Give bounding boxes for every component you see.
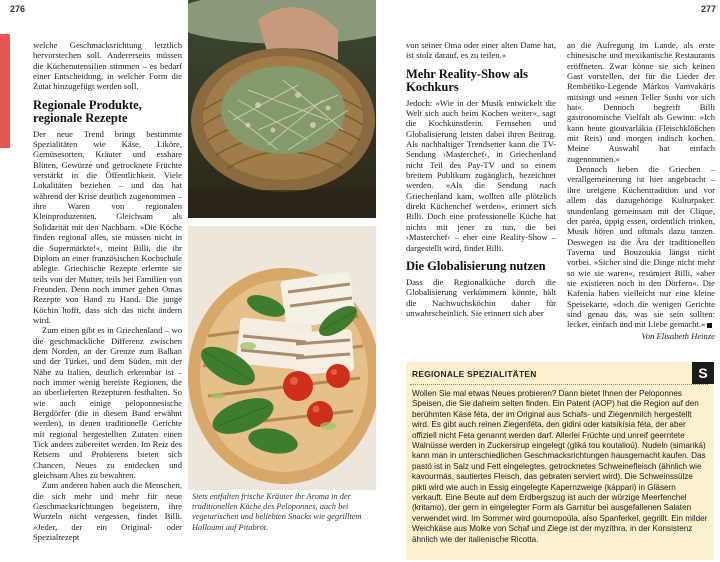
paragraph-text: Dennoch lieben die Griechen – verallgemeinerung ist hier angebracht – ihre ureigene Küchentradition und vor allem das dazugehörige Kulturpaket: stundenlang gemeinsam mit der Clique, der paréa, üppig essen, ordentlich trinken, Musik hören und oftmals dazu tanzen. Deswegen ist die Ära der traditionellen Taverna und Bouzoukia längst nicht vorbei. »Sicher sind die Dinge nicht mehr so wie sie waren«, resümiert Billi, »aber sie existieren noch in den Dörfern«. Die Kafenía haben vielleicht nur eine kleine Speisekarte, »doch die wenigen Gerichte sind genau das, was sie sein sollten: lecker, einfach und mit Liebe gemacht.« [567,164,715,330]
text-column-4 [567,40,715,341]
paragraph: Dass die Regionalküche durch die Globalisierung verkümmern könnte, hält die Nachwuchsköchin daher für unwahrscheinlich. Sie erinnert sich aber [406,276,556,318]
halloumi-pita-photo [188,226,376,490]
author-credit: Von Elisabeth Heinze [641,330,715,341]
paragraph: welche Geschmacksrichtung letztlich hervorstechen soll. Andererseits müssen die Küchenutensilien stimmen – es bedarf einer Entscheidung, in welcher Form die Zutat hinzugefügt werden soll. [33,40,182,92]
end-mark [707,323,712,328]
herb-basket-photo [188,0,376,218]
section-heading: Regionale Produkte, regionale Rezepte [33,97,142,125]
paragraph: Zum anderen haben auch die Menschen, die sich mehr und mehr für neue Geschmacksrichtungen begeistern, ihre Wurzeln nicht vergessen, findet Billi. »Jeder, der ein Original- oder Spezialrezept [33,480,182,543]
page-number-left: 276 [10,4,26,14]
paragraph: Zum einen gibt es in Griechenland – wo die geschmackliche Differenz zwischen dem Norden, an der Grenze zum Balkan und der Türkei, und dem Süden, mit der Nähe zu Italien, deutlich erkennbar ist – noch immer wenig bereiste Regionen, die an überlieferten Rezepturen festhalten. So wie auch einige peloponnesische Bergdörfer (die in diesem Band erwähnt werden), in denen traditionelle Gerichte mit regional hergestellten Zutaten einen Tick anders zubereitet werden. Im Reiz des Reisens und Probierens bieten sich Chancen, Neues zu entdecken und gleichsam Altes zu bewahren. [33,325,182,481]
paragraph: Der neue Trend bringt bestimmte Spezialitäten wie Käse, Liköre, Gemüsesorten, Kräuter und essbare Blüten, Gewürze und getrocknete Früchte verstärkt in die Öffentlichkeit. Viele Lokalitäten beziehen – und das hat während der Krise deutlich zugenommen – ihre Waren von regionalen Kleinproduzenten. Gleichsam als Solidarität mit den Nachbarn. »Die Köche finden regional alles, sie müssen nicht in die Supermärkte!«, meint Billi, die ihr Diplom an einer französischen Kochschule ablegte. Griechische Rezepte erlernte sie teils von der Mutter, teils bei Familien von Freunden. Denn noch immer gehen Omas Rezepte von Hand zu Hand. Die junge Köchin hofft, dass sich das nicht ändern wird. [33,128,182,325]
page-number-right: 277 [700,4,716,14]
paragraph: an die Aufregung im Lande, als erste chinesische und mexikanische Restaurants eröffneten. Zwar könne sie sich keinen Gast vorstellen, der für die Lieder der Rembétiko-Legende Márkos Vamvakáris mitsingt und »einen Teller Sushi vor sich hat«. Dennoch begreift Billi gastronomische Vielfalt als Gewinn: »Ich kann heute giouvarlákia (Fleischklößchen mit Reis) und morgen indisch kochen. Meine Auswahl hat einfach zugenommen.« [567,40,715,164]
paragraph: von seiner Oma oder einer alten Dame hat, ist stolz darauf, es zu teilen.« [406,40,556,61]
regional-specialties-box [406,362,714,560]
paragraph: Jedoch: »Wie in der Musik entwickelt die Welt sich auch beim Kochen weiter«, sagt die Kochkünstlerin. Fernsehen und Globalisierung leisten dabei ihren Beitrag. Als nachhaltiger Trendsetter kann die TV-Sendung ›Masterchef‹, in Griechenland nicht Teil des Pay-TV und so einem breitem Publikum zugänglich, bezeichnet werden. »Als die Sendung nach Griechenland kam, wollten alle plötzlich direkt Küchenchef werden«, erinnert sich Billi. Doch eine professionelle Küche hat nichts mit jener zu tun, die bei ›Masterchef‹ – eher eine Reality-Show – dargestellt wird, findet Billi. [406,97,556,253]
box-badge: S [692,362,714,384]
paragraph [567,164,715,330]
box-title: REGIONALE SPEZIALITÄTEN [412,369,537,379]
text-column-1 [33,40,182,542]
section-heading: Mehr Reality-Show als Kochkurs [406,66,528,94]
box-divider [410,384,708,385]
photo-caption: Stets entfalten frische Kräuter ihr Aroma in der traditionellen Küche des Peloponnes, auch bei vegetarischen und beliebten Snacks wie gegrilltem Halloumi auf Pitabrot. [192,492,362,532]
box-text: Wollen Sie mal etwas Neues probieren? Dann bietet Ihnen der Peloponnes Speisen, die Sie daheim selten finden. Ein Patent (AOP) hat die Region auf den berühmten Käse féta, der im Original aus Schafs- und Ziegenmilch hergestellt wird. Es gibt auch reinen Ziegenféta, den gidini oder katsikísia féta, der aber offiziell nicht Feta genannt werden darf. Allerlei Früchte und unreif geerntete Walnüsse werden in Zuckersirup eingelegt (gliká tou koutalioú). Nudeln (simariká) kann man in unterschiedlichen Geschmacksrichtungen hausgemacht kaufen. Das pastó ist in Salz und Fett eingelegtes, getrocknetes Schweinefleisch (ähnlich wie kavourmás, sautiertes Fleisch, das gebraten serviert wird). Die Schweinssülze pikti wird wie auch in Essig eingelegte Kapernzweige (káppari) in Gläsern verkauft. Eine Beute auf dem Erdbergszug ist auch der würzige Meerfenchel (kritamo), der gern in eingelegter Form als Garnitur bei ausgefallenen Salaten verwendet wird. Im Sommer wird gournopoúla, also Spanferkel, gegrillt. Ein milder Weichkäse aus Molke von Schaf und Ziege ist der myzíthra, in der Konsistenz ähnlich wie der italienische Ricotta. [412,389,708,544]
text-column-3 [406,40,556,318]
chapter-tab [0,34,10,148]
section-heading: Die Globalisierung nutzen [406,258,546,273]
